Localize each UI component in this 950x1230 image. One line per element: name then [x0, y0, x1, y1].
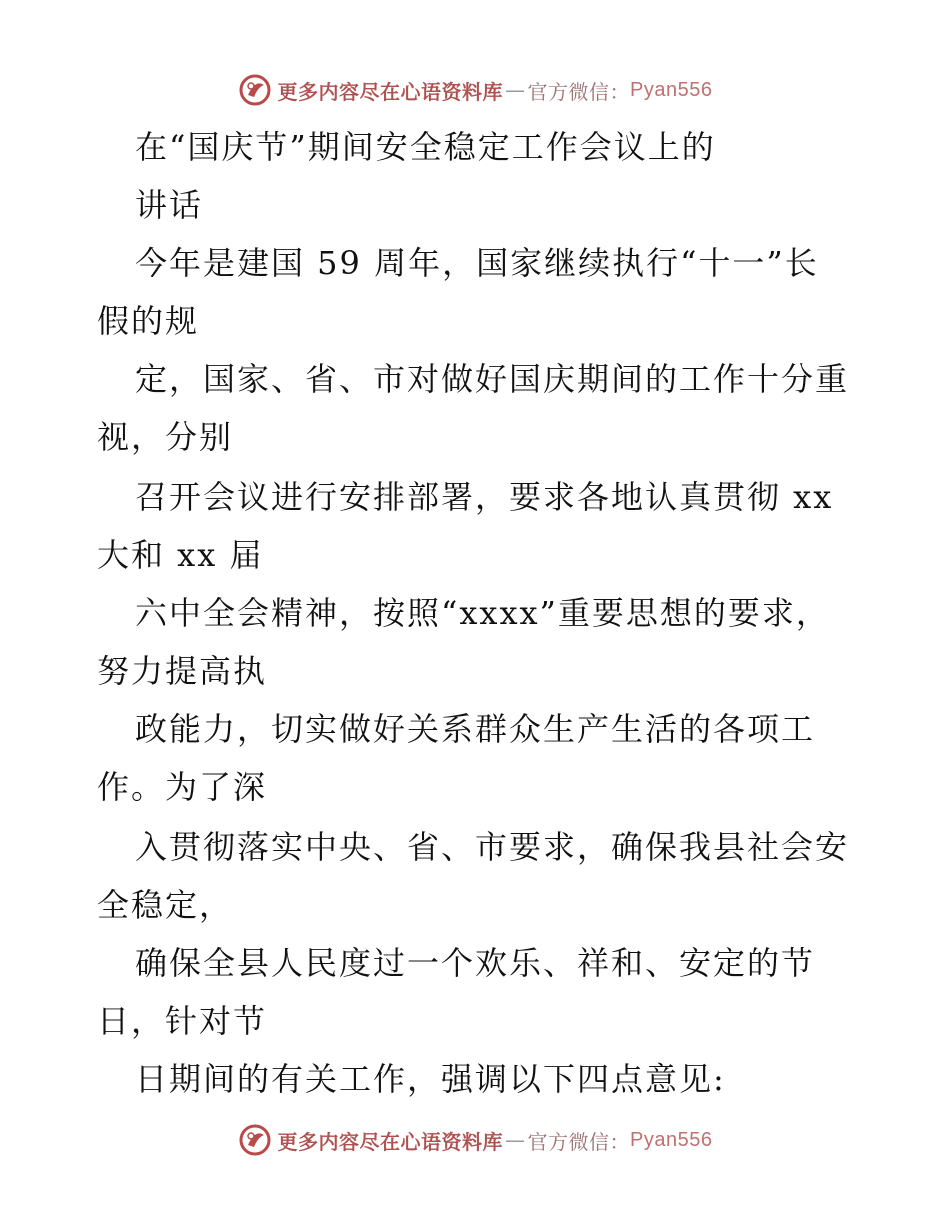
watermark-wechat-id: Pyan556: [630, 1128, 713, 1151]
paragraph-line: 今年是建国 59 周年，国家继续执行“十一”长: [135, 244, 819, 282]
watermark-wechat-label: 官方微信：: [527, 79, 631, 104]
paragraph-line: 确保全县人民度过一个欢乐、祥和、安定的节: [135, 944, 816, 982]
paragraph-line: 定，国家、省、市对做好国庆期间的工作十分重: [135, 360, 850, 398]
watermark-brand: 更多内容尽在心语资料库: [277, 1129, 504, 1154]
paragraph-line: 作。为了深: [97, 768, 268, 806]
watermark-dash: —: [505, 1128, 526, 1152]
watermark-wechat-id: Pyan556: [630, 78, 713, 101]
watermark-dash: —: [505, 78, 526, 102]
paragraph-line: 假的规: [97, 302, 200, 340]
logo-icon: [238, 1123, 272, 1157]
watermark-header: [0, 70, 950, 110]
paragraph-line: 六中全会精神，按照“xxxx”重要思想的要求，: [135, 594, 830, 632]
paragraph-line: 召开会议进行安排部署，要求各地认真贯彻 xx: [135, 478, 834, 516]
paragraph-line: 日期间的有关工作，强调以下四点意见:: [135, 1060, 726, 1098]
watermark-brand: 更多内容尽在心语资料库: [277, 79, 504, 104]
watermark-wechat-label: 官方微信：: [527, 1129, 631, 1154]
paragraph-line: 大和 xx 届: [97, 536, 264, 574]
paragraph-line: 努力提高执: [97, 652, 268, 690]
title-line-1: 在“国庆节”期间安全稳定工作会议上的: [135, 128, 716, 166]
title-line-2: 讲话: [135, 186, 204, 224]
paragraph-line: 全稳定，: [97, 886, 234, 924]
paragraph-line: 视，分别: [97, 418, 234, 456]
logo-icon: [238, 73, 272, 107]
paragraph-line: 入贯彻落实中央、省、市要求，确保我县社会安: [135, 828, 850, 866]
paragraph-line: 日，针对节: [97, 1002, 268, 1040]
watermark-footer: [0, 1120, 950, 1160]
paragraph-line: 政能力，切实做好关系群众生产生活的各项工: [135, 710, 816, 748]
